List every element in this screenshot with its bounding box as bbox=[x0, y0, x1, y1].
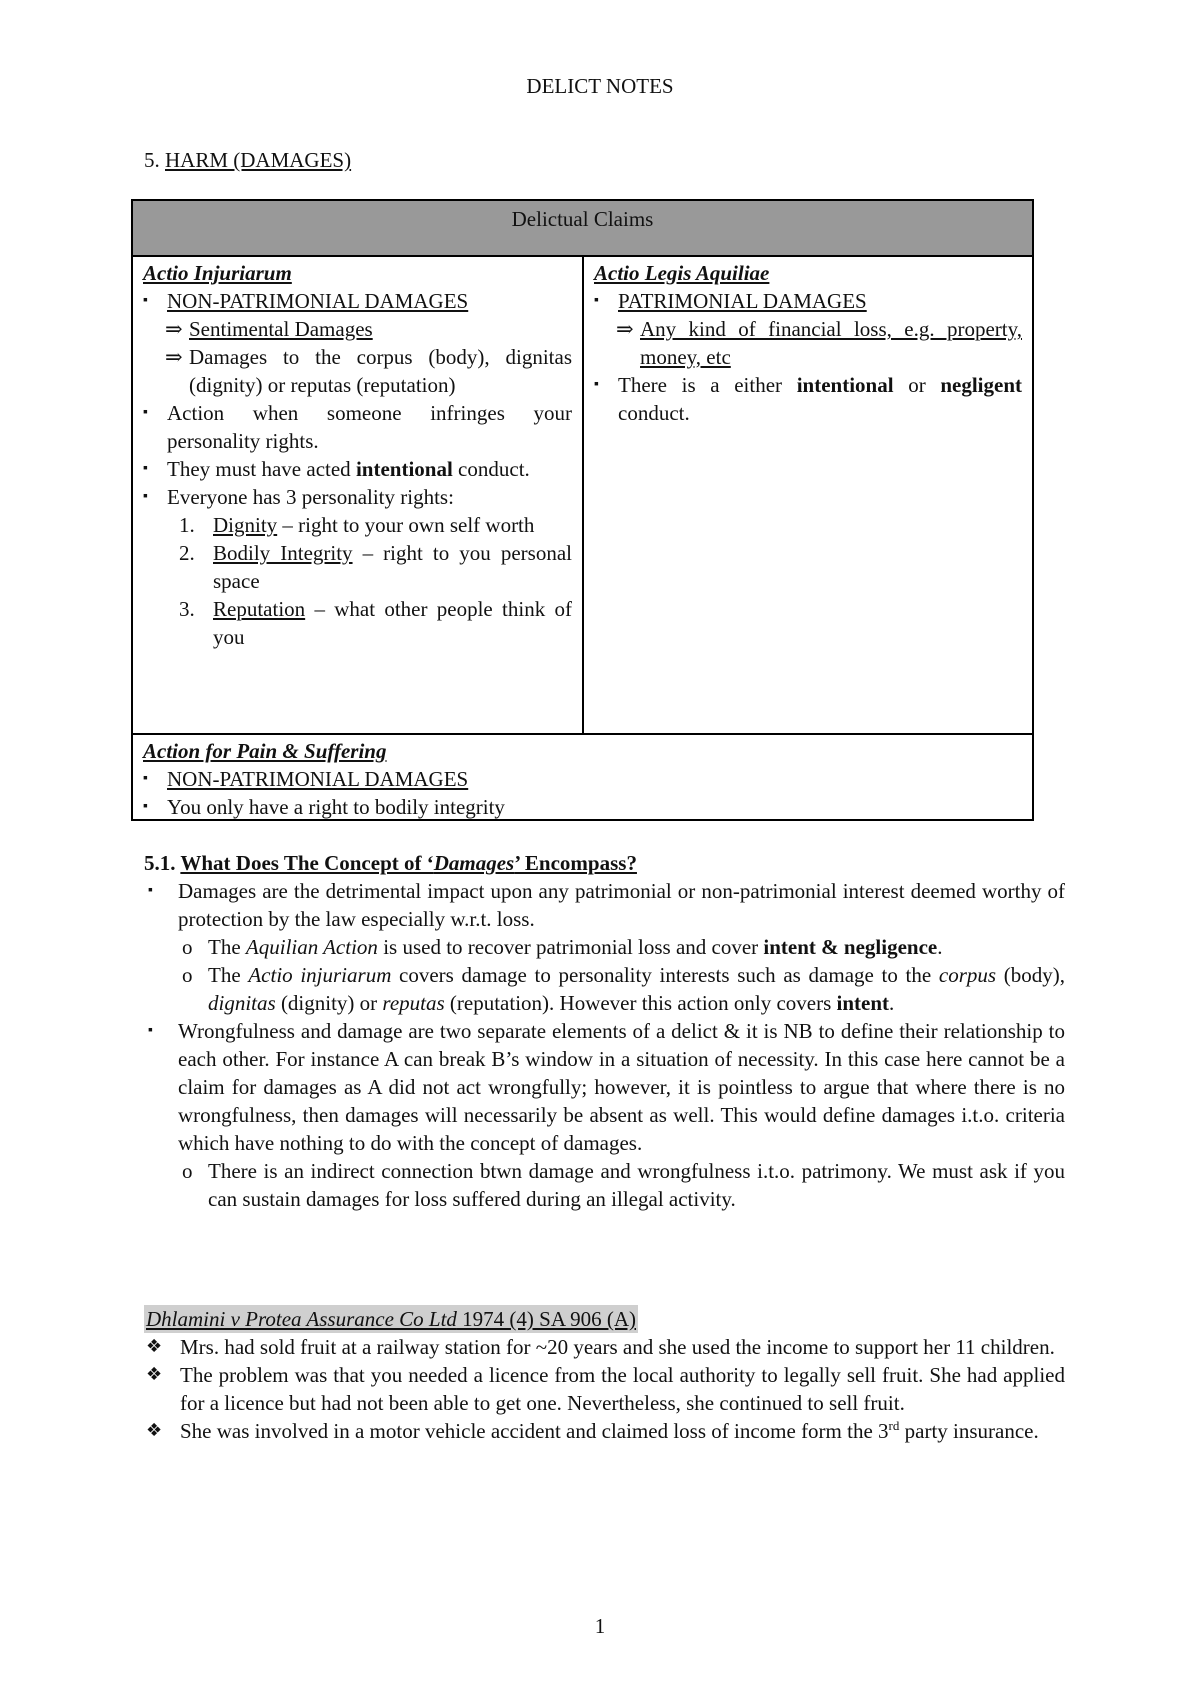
table-row bbox=[133, 257, 1032, 735]
square-bullet-icon: ▪ bbox=[143, 405, 148, 420]
list-item: o The Actio injuriarum covers damage to personality interests such as damage to the corpus (body), dignitas (dignity) or reputas (reputation). However this action only covers intent. bbox=[182, 963, 1065, 1015]
list-item: ⇒ Damages to the corpus (body), dignitas (dignity) or reputas (reputation) bbox=[165, 345, 572, 397]
square-bullet-icon: ▪ bbox=[143, 799, 148, 814]
diamond-bullet-icon: ❖ bbox=[146, 1336, 163, 1357]
list-item: ▪ You only have a right to bodily integrity bbox=[143, 795, 505, 819]
case-title: Dhlamini v Protea Assurance Co Ltd 1974 (4) SA 906 (A) bbox=[146, 1307, 636, 1331]
numbered-item: 3. Reputation – what other people think of you bbox=[179, 597, 572, 649]
cell-title: Actio Legis Aquiliae bbox=[594, 261, 770, 285]
list-item: ▪ Damages are the detrimental impact upon any patrimonial or non-patrimonial interest deemed worthy of protection by the law especially w.r.t. loss. bbox=[148, 879, 1065, 931]
delictual-claims-table bbox=[131, 199, 1034, 821]
circle-bullet-icon: o bbox=[182, 1159, 193, 1183]
list-item: ⇒ Sentimental Damages bbox=[165, 317, 373, 341]
pain-suffering-cell bbox=[133, 735, 1032, 819]
section-title: HARM (DAMAGES) bbox=[165, 148, 352, 172]
square-bullet-icon: ▪ bbox=[143, 461, 148, 476]
list-item: ▪ PATRIMONIAL DAMAGES bbox=[594, 289, 867, 313]
arrow-right-icon: ⇒ bbox=[165, 317, 183, 341]
list-item: ❖ She was involved in a motor vehicle accident and claimed loss of income form the 3rd party insurance. bbox=[146, 1418, 1039, 1443]
square-bullet-icon: ▪ bbox=[594, 377, 599, 392]
square-bullet-icon: ▪ bbox=[143, 489, 148, 504]
circle-bullet-icon: o bbox=[182, 963, 193, 987]
section-number: 5. bbox=[144, 148, 165, 172]
square-bullet-icon: ▪ bbox=[148, 883, 153, 898]
list-item: ▪ Wrongfulness and damage are two separate elements of a delict & it is NB to define their relationship to each other. For instance A can break B’s window in a situation of necessity. In this case here cannot be a claim for damages as A did not act wrongfully; however, it is pointless to argue that where there is no wrongfulness, then damages will necessarily be absent as well. This would define damages i.t.o. criteria which have nothing to do with the concept of damages. bbox=[148, 1019, 1065, 1155]
list-item: ▪ NON-PATRIMONIAL DAMAGES bbox=[143, 289, 469, 313]
list-item: ⇒ Any kind of financial loss, e.g. property, money, etc bbox=[616, 317, 1022, 369]
list-item: ▪ There is a either intentional or negligent conduct. bbox=[594, 373, 1023, 425]
actio-injuriarum-cell bbox=[133, 257, 584, 733]
subsection-heading: 5.1. What Does The Concept of ‘Damages’ Encompass? bbox=[144, 851, 637, 875]
list-item: ❖ Mrs. had sold fruit at a railway station for ~20 years and she used the income to support her 11 children. bbox=[146, 1335, 1055, 1359]
damages-concept-section bbox=[144, 849, 1065, 1213]
list-item: ❖ The problem was that you needed a licence from the local authority to legally sell fruit. She had applied for a licence but had not been able to get one. Nevertheless, she continued to sell fruit. bbox=[146, 1363, 1065, 1415]
list-item: o There is an indirect connection btwn damage and wrongfulness i.t.o. patrimony. We must ask if you can sustain damages for loss suffered during an illegal activity. bbox=[182, 1159, 1065, 1211]
square-bullet-icon: ▪ bbox=[143, 771, 148, 786]
diamond-bullet-icon: ❖ bbox=[146, 1364, 163, 1385]
table-header: Delictual Claims bbox=[133, 201, 1032, 257]
circle-bullet-icon: o bbox=[182, 935, 193, 959]
square-bullet-icon: ▪ bbox=[143, 293, 148, 308]
page-number: 1 bbox=[594, 1614, 606, 1638]
arrow-right-icon: ⇒ bbox=[165, 345, 183, 369]
square-bullet-icon: ▪ bbox=[594, 293, 599, 308]
page-header: DELICT NOTES bbox=[526, 74, 674, 98]
numbered-item: 1. Dignity – right to your own self worth bbox=[179, 513, 535, 537]
cell-title: Actio Injuriarum bbox=[143, 261, 292, 285]
list-item: ▪ They must have acted intentional conduct. bbox=[143, 457, 530, 481]
list-item: ▪ Action when someone infringes your personality rights. bbox=[143, 401, 572, 453]
case-section bbox=[144, 1305, 1065, 1445]
list-item: ▪ NON-PATRIMONIAL DAMAGES bbox=[143, 767, 469, 791]
list-item: o The Aquilian Action is used to recover patrimonial loss and cover intent & negligence. bbox=[182, 935, 943, 959]
square-bullet-icon: ▪ bbox=[148, 1023, 153, 1038]
arrow-right-icon: ⇒ bbox=[616, 317, 634, 341]
actio-legis-aquiliae-cell bbox=[584, 257, 1032, 733]
numbered-item: 2. Bodily Integrity – right to you personal space bbox=[179, 541, 572, 593]
section-heading bbox=[144, 146, 351, 174]
list-item: ▪ Everyone has 3 personality rights: bbox=[143, 485, 454, 509]
cell-title: Action for Pain & Suffering bbox=[143, 739, 387, 763]
diamond-bullet-icon: ❖ bbox=[146, 1420, 163, 1441]
